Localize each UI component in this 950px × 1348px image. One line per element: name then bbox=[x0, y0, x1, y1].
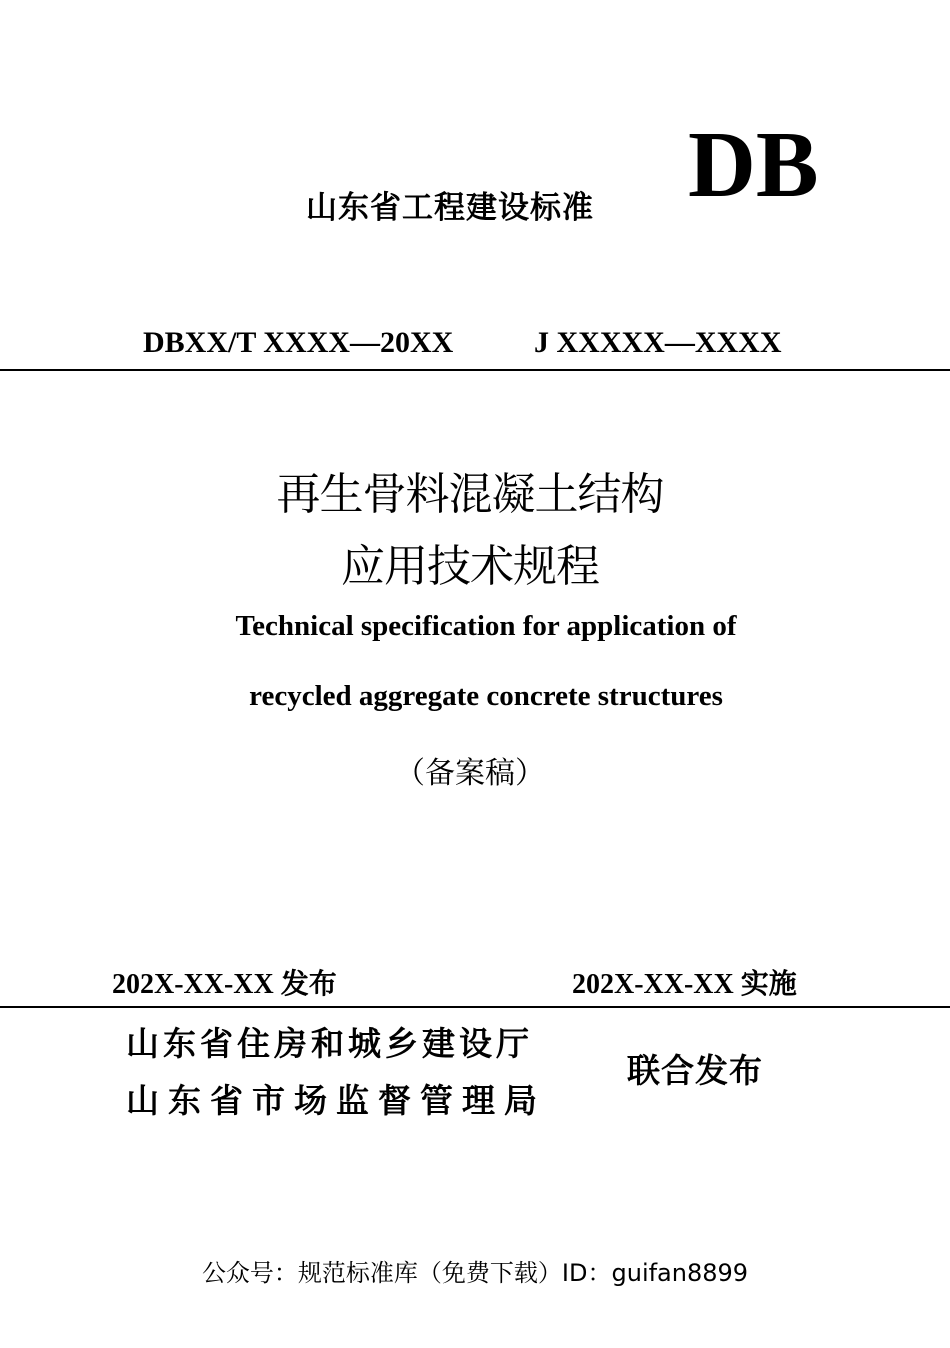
title-cn-line2: 应用技术规程 bbox=[341, 541, 599, 592]
footer-note: 公众号：规范标准库（免费下载）ID：guifan8899 bbox=[201, 1259, 749, 1287]
standard-number: DBXX/T XXXX—20XX bbox=[143, 326, 454, 359]
joint-issue-label: 联合发布 bbox=[627, 1051, 763, 1090]
title-en-line1: Technical specification for application of bbox=[235, 610, 737, 642]
draft-note: （备案稿） bbox=[395, 756, 545, 791]
record-number: J XXXXX—XXXX bbox=[534, 326, 782, 359]
title-cn-line1: 再生骨料混凝土结构 bbox=[276, 469, 664, 520]
title-en-line2: recycled aggregate concrete structures bbox=[249, 680, 723, 712]
effective-date: 202X-XX-XX 实施 bbox=[572, 969, 797, 1000]
issuer-housing-department: 山东省住房和城乡建设厅 bbox=[126, 1024, 533, 1063]
db-mark: DB bbox=[688, 113, 819, 217]
publish-date: 202X-XX-XX 发布 bbox=[112, 969, 337, 1000]
standard-category-label: 山东省工程建设标准 bbox=[306, 190, 594, 226]
issuer-market-regulation-bureau: 山东省市场监督管理局 bbox=[126, 1081, 546, 1120]
header-divider bbox=[0, 369, 950, 371]
footer-divider bbox=[0, 1006, 950, 1008]
